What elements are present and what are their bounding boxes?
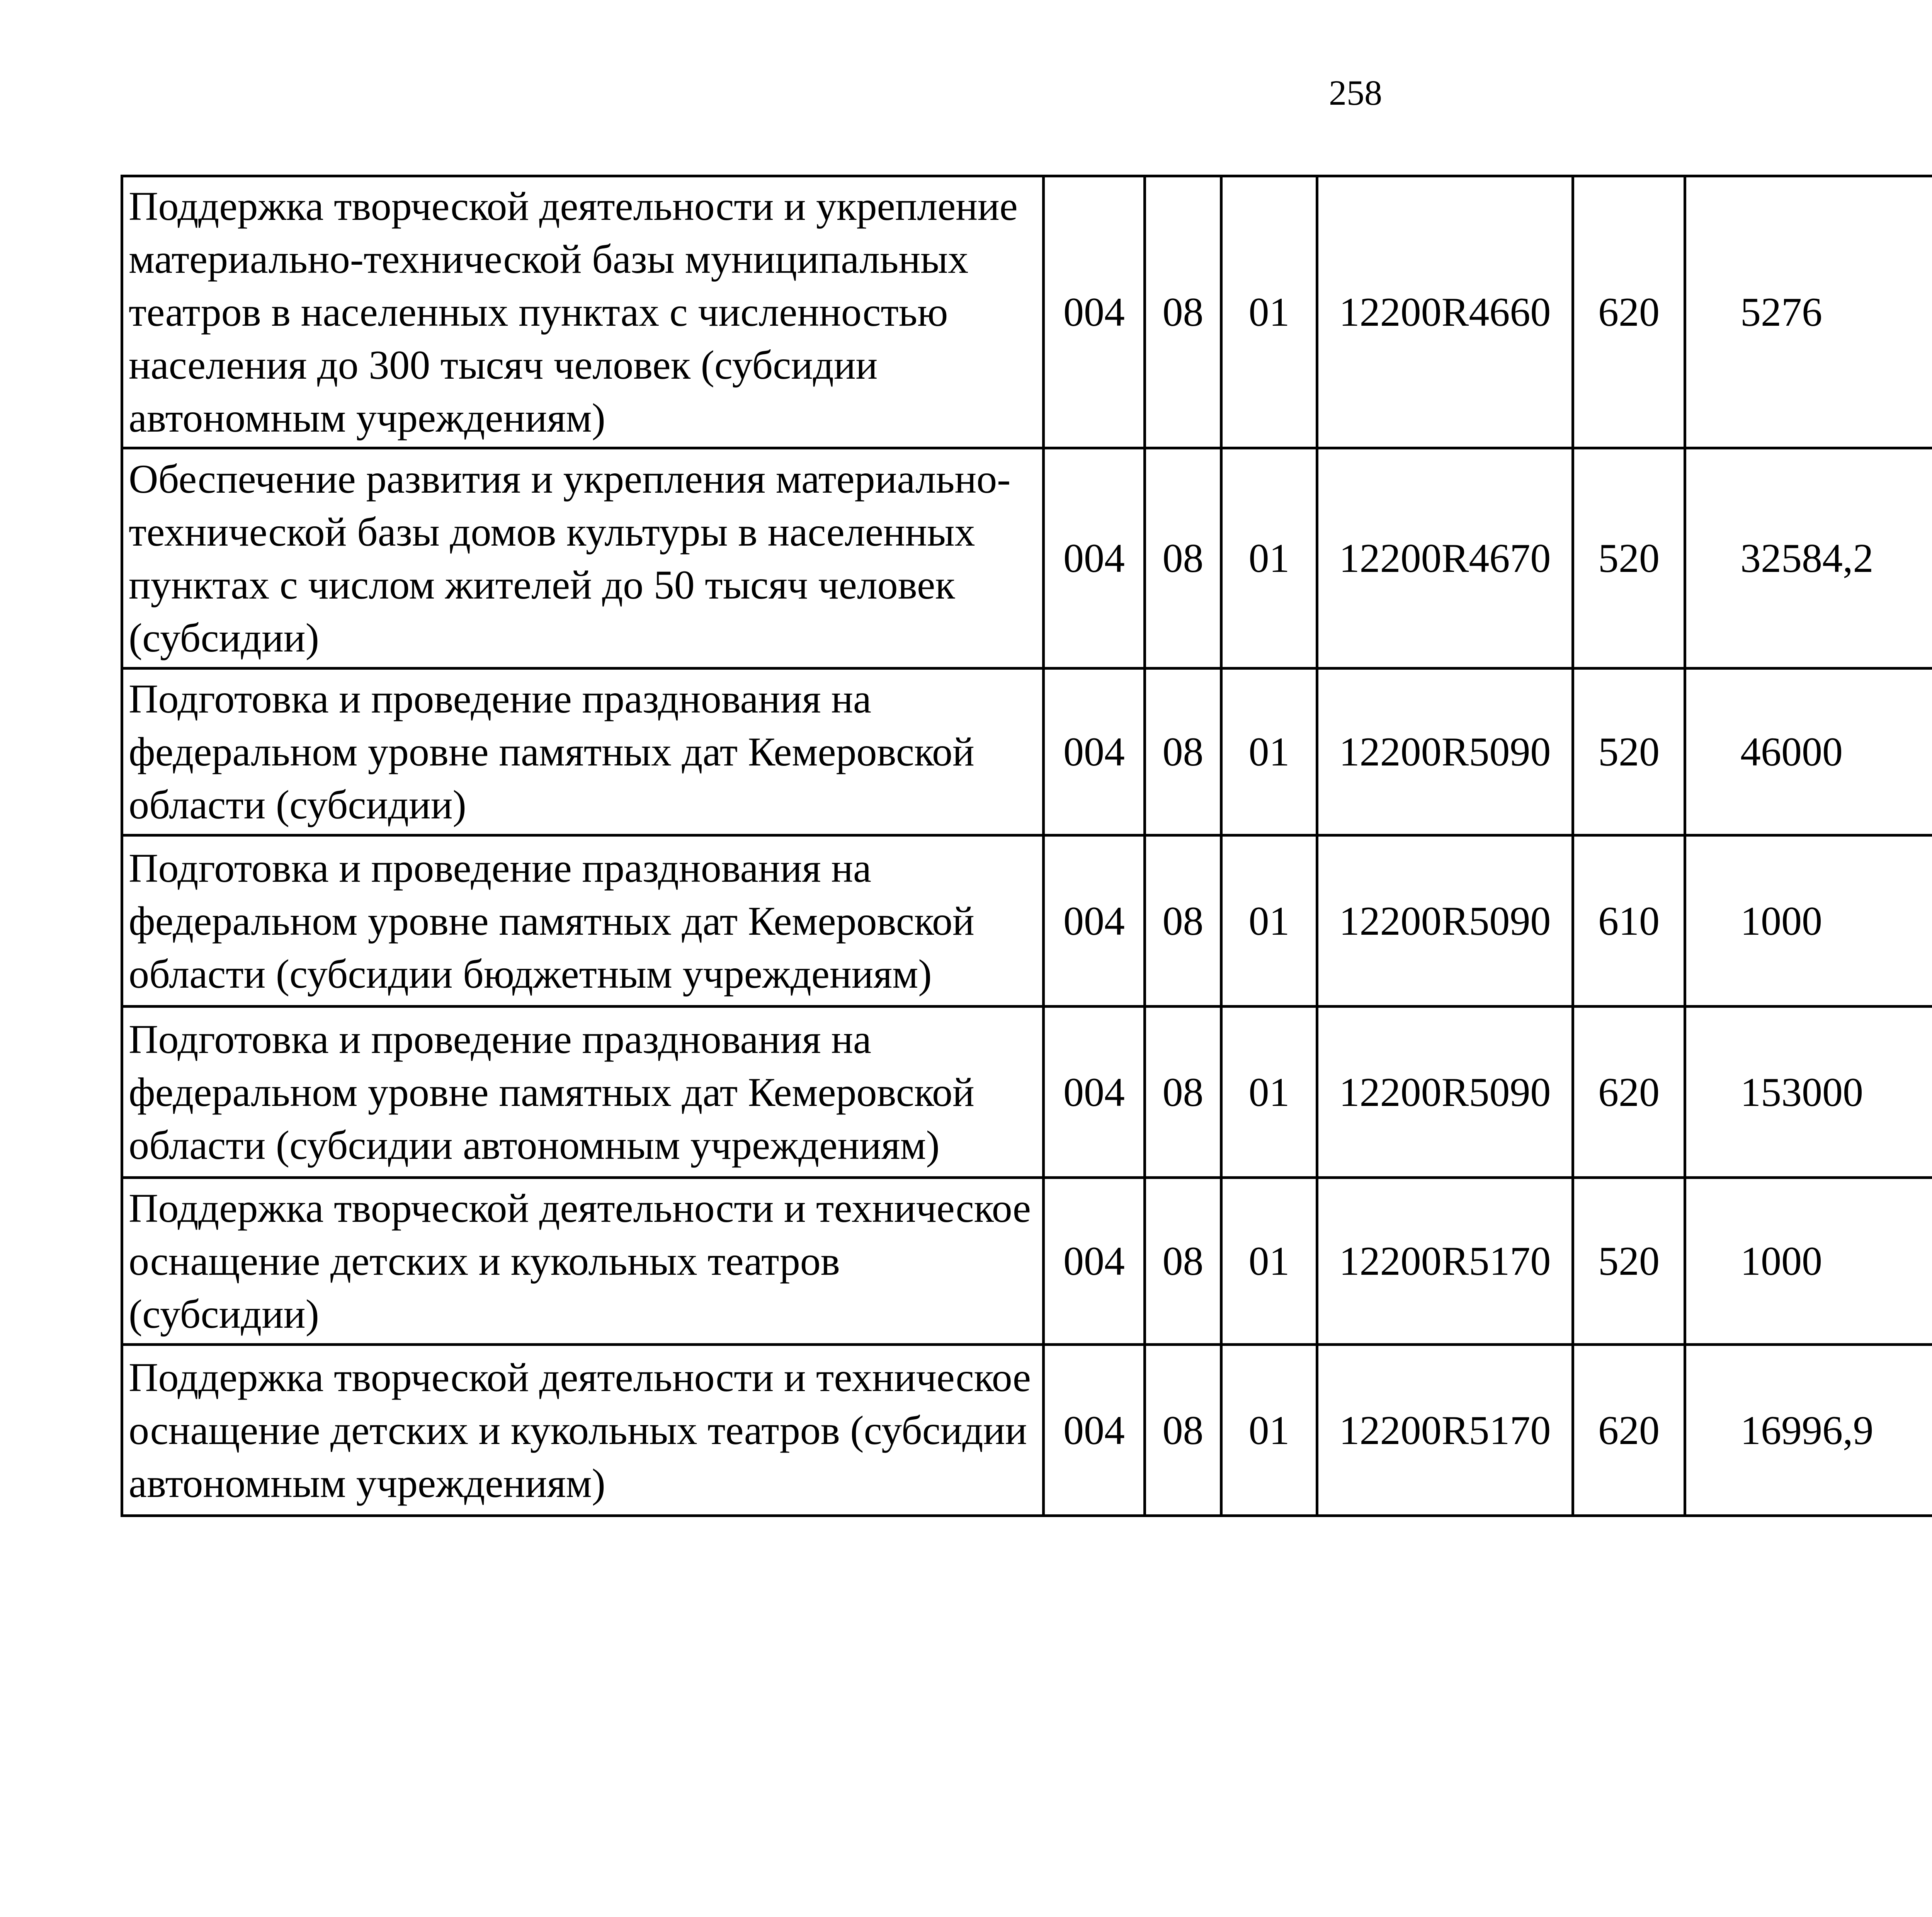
ministry-code: 004	[1044, 176, 1145, 448]
target-article-code: 12200R5090	[1317, 835, 1573, 1007]
row-description: Поддержка творческой деятельности и укрепление материально-технической базы муниципальных театров в населенных пунктах с численностью населения до 300 тысяч человек (субсидии автономным учреждениям)	[122, 176, 1044, 448]
section-code: 08	[1145, 1345, 1221, 1516]
row-description: Поддержка творческой деятельности и техническое оснащение детских и кукольных театров (субсидии автономным учреждениям)	[122, 1345, 1044, 1516]
expense-type-code: 610	[1573, 835, 1685, 1007]
table-row	[122, 1178, 1932, 1345]
ministry-code: 004	[1044, 1178, 1145, 1345]
table-row	[122, 668, 1932, 835]
target-article-code: 12200R5170	[1317, 1345, 1573, 1516]
expense-type-code: 520	[1573, 1178, 1685, 1345]
row-description: Подготовка и проведение празднования на федеральном уровне памятных дат Кемеровской области (субсидии автономным учреждениям)	[122, 1007, 1044, 1178]
ministry-code: 004	[1044, 448, 1145, 668]
target-article-code: 12200R4660	[1317, 176, 1573, 448]
sum-1: 32584,2	[1685, 448, 1932, 668]
subsection-code: 01	[1221, 176, 1317, 448]
table-row	[122, 835, 1932, 1007]
sum-1: 153000	[1685, 1007, 1932, 1178]
expense-type-code: 620	[1573, 1345, 1685, 1516]
table-row	[122, 448, 1932, 668]
sum-1: 46000	[1685, 668, 1932, 835]
ministry-code: 004	[1044, 1007, 1145, 1178]
sum-1: 1000	[1685, 1178, 1932, 1345]
section-code: 08	[1145, 668, 1221, 835]
expense-type-code: 620	[1573, 1007, 1685, 1178]
ministry-code: 004	[1044, 835, 1145, 1007]
target-article-code: 12200R5090	[1317, 1007, 1573, 1178]
row-description: Поддержка творческой деятельности и техническое оснащение детских и кукольных театров (субсидии)	[122, 1178, 1044, 1345]
subsection-code: 01	[1221, 448, 1317, 668]
sum-1: 16996,9	[1685, 1345, 1932, 1516]
subsection-code: 01	[1221, 668, 1317, 835]
target-article-code: 12200R4670	[1317, 448, 1573, 668]
page-number: 258	[1329, 73, 1382, 112]
ministry-code: 004	[1044, 668, 1145, 835]
table-row	[122, 176, 1932, 448]
row-description: Подготовка и проведение празднования на федеральном уровне памятных дат Кемеровской области (субсидии бюджетным учреждениям)	[122, 835, 1044, 1007]
section-code: 08	[1145, 448, 1221, 668]
section-code: 08	[1145, 835, 1221, 1007]
expense-type-code: 520	[1573, 448, 1685, 668]
sum-1: 1000	[1685, 835, 1932, 1007]
table-row	[122, 1007, 1932, 1178]
section-code: 08	[1145, 176, 1221, 448]
subsection-code: 01	[1221, 1345, 1317, 1516]
target-article-code: 12200R5170	[1317, 1178, 1573, 1345]
expense-type-code: 620	[1573, 176, 1685, 448]
target-article-code: 12200R5090	[1317, 668, 1573, 835]
budget-table	[121, 175, 1932, 1517]
table-row	[122, 1345, 1932, 1516]
section-code: 08	[1145, 1178, 1221, 1345]
subsection-code: 01	[1221, 1007, 1317, 1178]
expense-type-code: 520	[1573, 668, 1685, 835]
row-description: Подготовка и проведение празднования на федеральном уровне памятных дат Кемеровской области (субсидии)	[122, 668, 1044, 835]
sum-1: 5276	[1685, 176, 1932, 448]
section-code: 08	[1145, 1007, 1221, 1178]
row-description: Обеспечение развития и укрепления материально-технической базы домов культуры в населенных пунктах с числом жителей до 50 тысяч человек (субсидии)	[122, 448, 1044, 668]
ministry-code: 004	[1044, 1345, 1145, 1516]
subsection-code: 01	[1221, 835, 1317, 1007]
subsection-code: 01	[1221, 1178, 1317, 1345]
